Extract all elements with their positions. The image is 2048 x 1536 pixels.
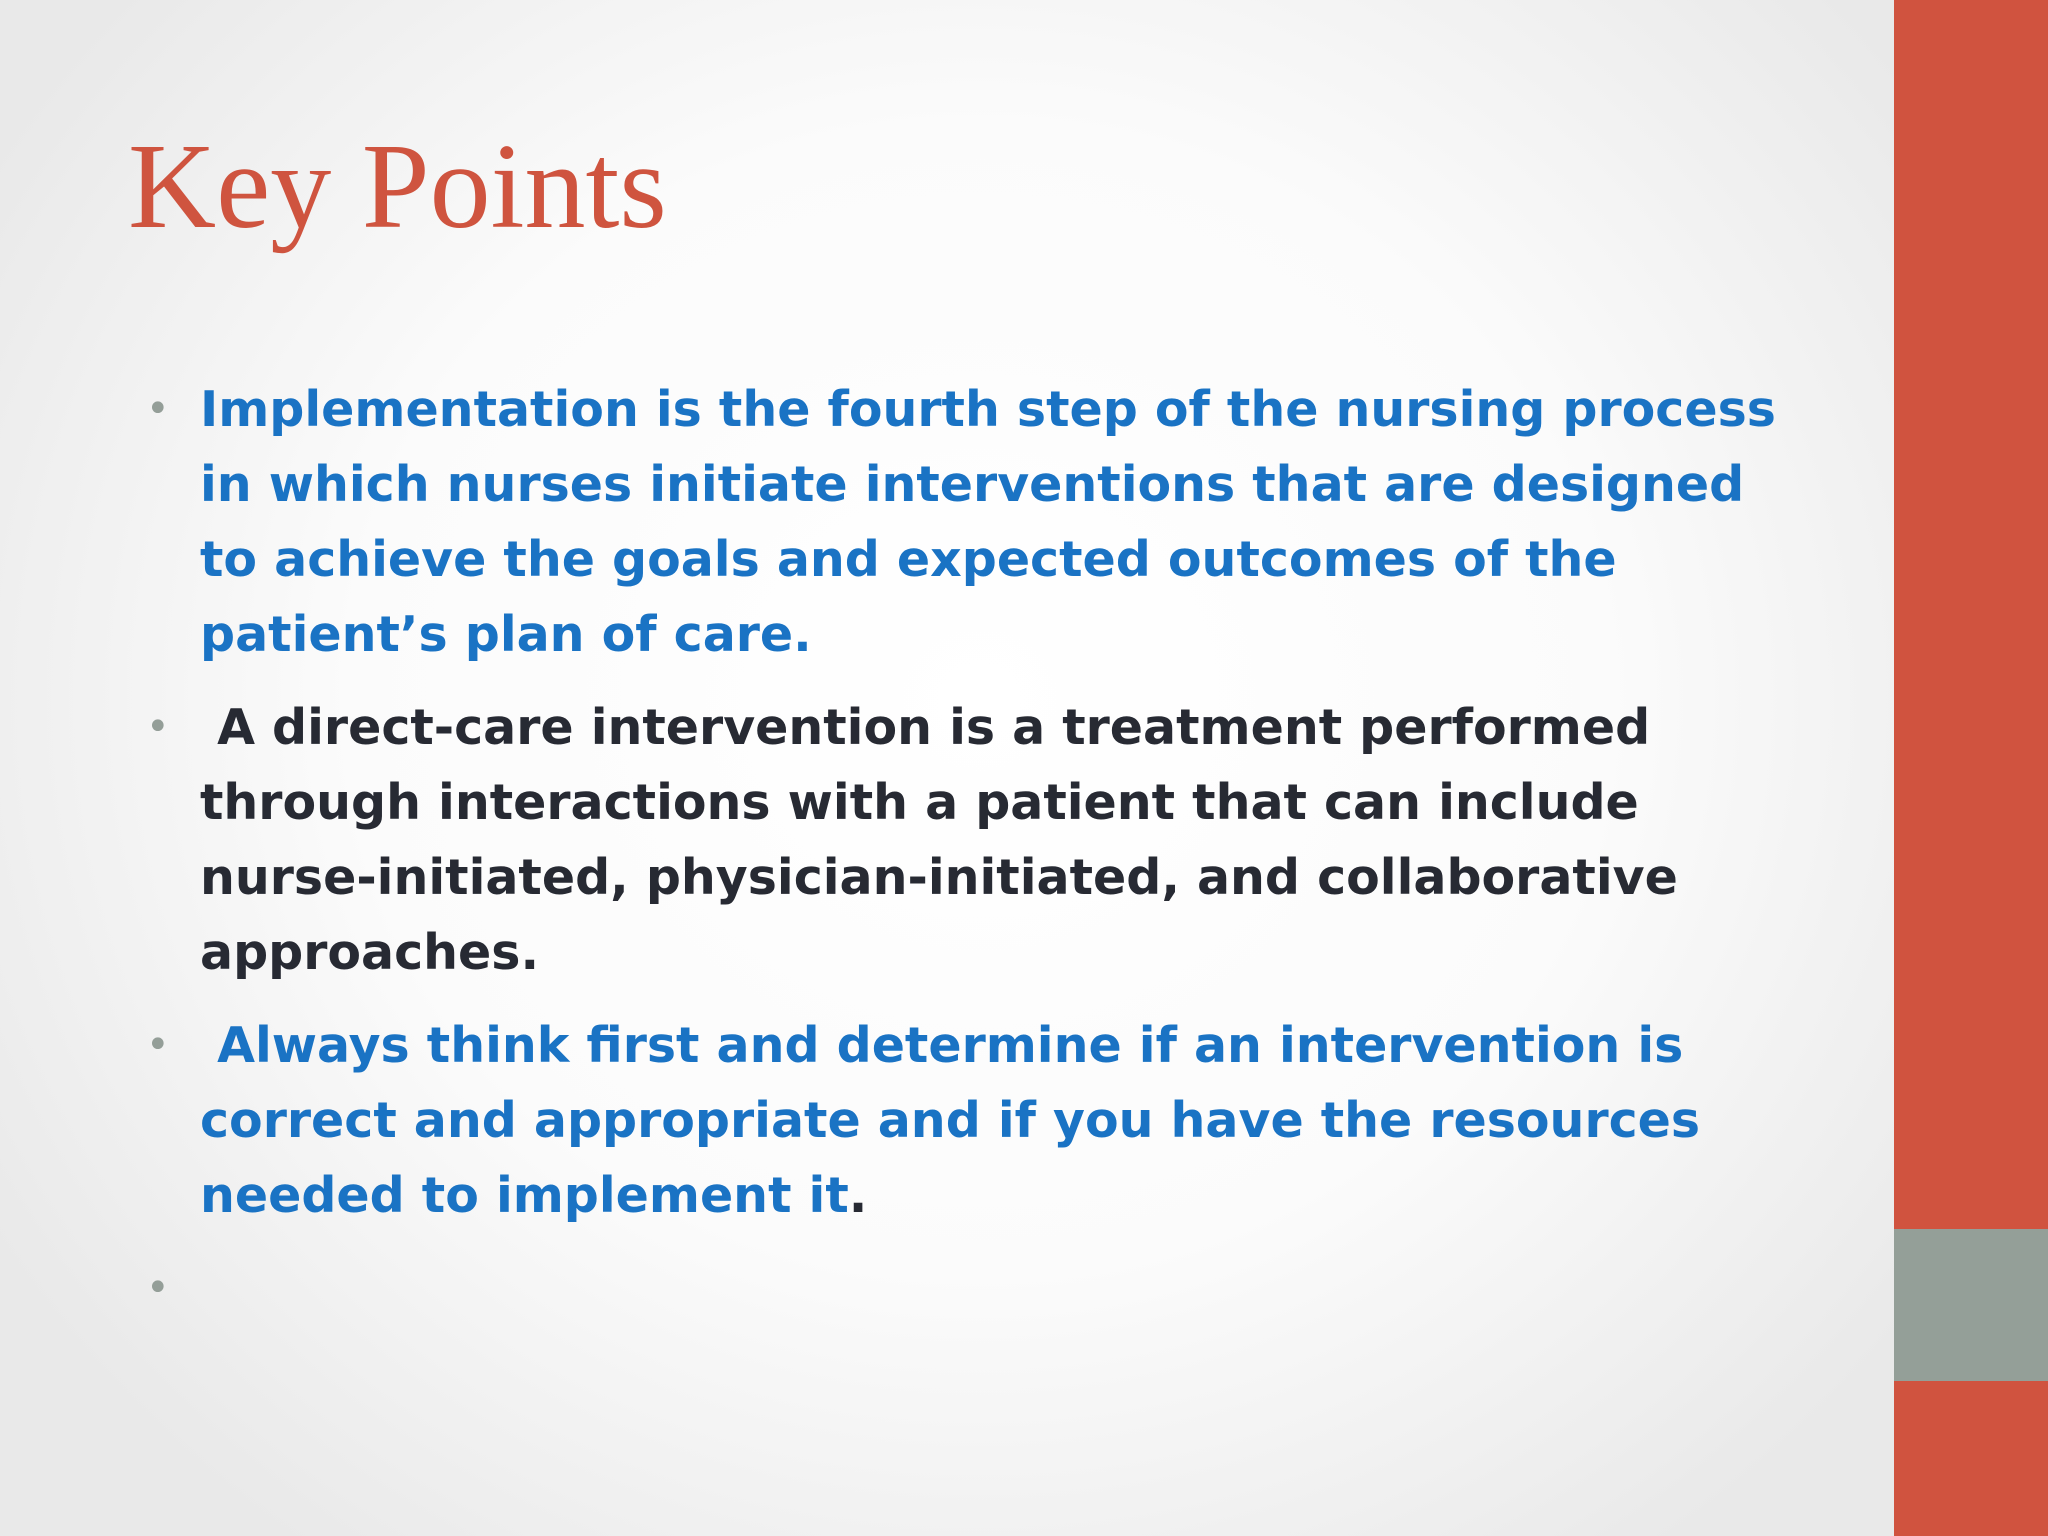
accent-bar-middle bbox=[1894, 1229, 2048, 1381]
bullet-item-2 bbox=[146, 690, 1800, 990]
bullet-item-4 bbox=[146, 1251, 1800, 1326]
accent-bar-top bbox=[1894, 0, 2048, 1229]
bullet-dot-icon: • bbox=[146, 386, 170, 432]
bullet-text: Implementation is the fourth step of the nursing process in which nurses initiate interventions that are designed to achieve the goals and expected outcomes of the patient’s plan of care. bbox=[200, 381, 1776, 663]
bullet-text: Always think first and determine if an intervention is correct and appropriate and if you have the resources needed to implement it bbox=[200, 1017, 1718, 1224]
bullet-text: A direct-care intervention is a treatment performed through interactions with a patient that can include nurse-initiated, physician-initiated, and collaborative approaches. bbox=[200, 699, 1695, 981]
bullet-item-1 bbox=[146, 372, 1800, 672]
bullet-dot-icon: • bbox=[146, 704, 170, 750]
bullet-period: . bbox=[848, 1167, 868, 1224]
slide-title: Key Points bbox=[128, 119, 667, 254]
bullet-dot-icon: • bbox=[146, 1265, 170, 1311]
bullet-dot-icon: • bbox=[146, 1022, 170, 1068]
bullet-list bbox=[146, 372, 1800, 1344]
accent-bar-bottom bbox=[1894, 1381, 2048, 1536]
bullet-item-3 bbox=[146, 1008, 1800, 1233]
